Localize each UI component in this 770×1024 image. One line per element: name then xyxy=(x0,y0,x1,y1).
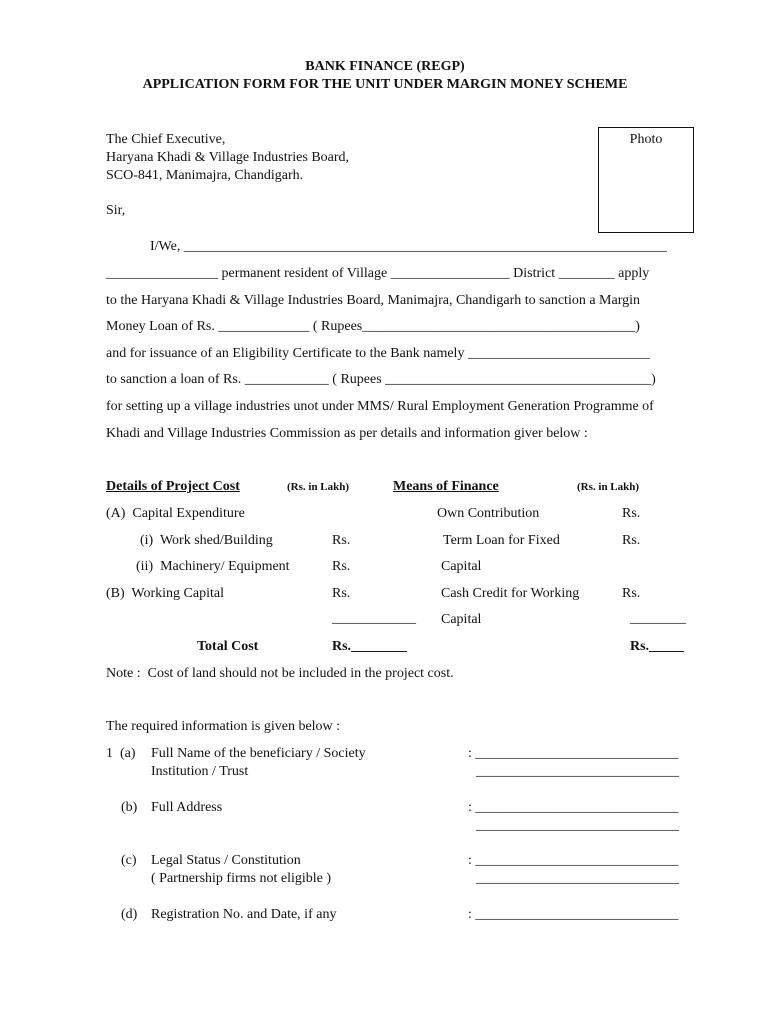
machinery-rs: Rs. xyxy=(332,559,351,574)
item-c-field-2[interactable]: _____________________________ xyxy=(476,871,679,886)
item-b-field-2[interactable]: _____________________________ xyxy=(476,818,679,833)
form-title: BANK FINANCE (REGP) xyxy=(305,59,465,74)
term-loan-label: Term Loan for Fixed xyxy=(443,533,560,548)
address-line-3: SCO-841, Manimajra, Chandigarh. xyxy=(106,168,304,183)
item-a-field-2[interactable]: _____________________________ xyxy=(476,764,679,779)
body-line-1: I/We, _____________________________________________________________________ xyxy=(150,239,667,254)
project-cost-header: Details of Project Cost xyxy=(106,479,240,494)
own-contribution-rs: Rs. xyxy=(622,506,641,521)
right-total-rs: Rs._____ xyxy=(630,639,685,654)
term-loan-rs: Rs. xyxy=(622,533,641,548)
address-line-2: Haryana Khadi & Village Industries Board, xyxy=(106,150,350,165)
item-b-number: (b) xyxy=(121,800,138,815)
cash-credit-rs: Rs. xyxy=(622,586,641,601)
item-a-field-1[interactable]: : _____________________________ xyxy=(468,746,679,761)
photo-box[interactable] xyxy=(598,127,694,233)
own-contribution-label: Own Contribution xyxy=(437,506,540,521)
body-line-5: and for issuance of an Eligibility Certificate to the Bank namely __________________________ xyxy=(106,346,650,361)
total-cost-rs: Rs.________ xyxy=(332,639,408,654)
item-c-label-1: Legal Status / Constitution xyxy=(151,853,301,868)
body-line-2: ________________ permanent resident of Village _________________ District ________ apply xyxy=(106,266,650,281)
item-d-label: Registration No. and Date, if any xyxy=(151,907,337,922)
means-finance-unit: (Rs. in Lakh) xyxy=(577,481,640,493)
work-shed-rs: Rs. xyxy=(332,533,351,548)
capital-expenditure-label: (A) Capital Expenditure xyxy=(106,506,245,521)
cash-credit-label-cont: Capital xyxy=(441,612,482,627)
working-capital-rs: Rs. xyxy=(332,586,351,601)
item-a-label-2: Institution / Trust xyxy=(151,764,249,779)
right-subtotal-line: ________ xyxy=(630,611,686,626)
item-d-field[interactable]: : _____________________________ xyxy=(468,907,679,922)
item-b-field-1[interactable]: : _____________________________ xyxy=(468,800,679,815)
body-line-3: to the Haryana Khadi & Village Industries Board, Manimajra, Chandigarh to sanction a Margin xyxy=(106,293,641,308)
means-finance-header: Means of Finance xyxy=(393,479,499,494)
form-subtitle: APPLICATION FORM FOR THE UNIT UNDER MARGIN MONEY SCHEME xyxy=(142,77,628,92)
item-d-number: (d) xyxy=(121,907,138,922)
work-shed-label: (i) Work shed/Building xyxy=(140,533,273,548)
item-c-number: (c) xyxy=(121,853,137,868)
cash-credit-label: Cash Credit for Working xyxy=(441,586,580,601)
project-cost-unit: (Rs. in Lakh) xyxy=(287,481,350,493)
body-line-4: Money Loan of Rs. _____________ ( Rupees_______________________________________) xyxy=(106,319,640,334)
body-line-7: for setting up a village industries unot under MMS/ Rural Employment Generation Programme of xyxy=(106,399,654,414)
body-line-6: to sanction a loan of Rs. ____________ ( Rupees ______________________________________) xyxy=(106,372,656,387)
cost-note: Note : Cost of land should not be included in the project cost. xyxy=(106,666,454,681)
item-a-number: 1 (a) xyxy=(106,746,136,761)
term-loan-label-cont: Capital xyxy=(441,559,482,574)
required-info-intro: The required information is given below : xyxy=(106,719,341,734)
item-c-field-1[interactable]: : _____________________________ xyxy=(468,853,679,868)
address-line-1: The Chief Executive, xyxy=(106,132,226,147)
item-b-label: Full Address xyxy=(151,800,223,815)
machinery-label: (ii) Machinery/ Equipment xyxy=(136,559,290,574)
total-cost-label: Total Cost xyxy=(197,639,259,654)
item-c-label-2: ( Partnership firms not eligible ) xyxy=(151,871,332,886)
photo-label: Photo xyxy=(629,132,663,147)
salutation: Sir, xyxy=(106,203,126,218)
body-line-8: Khadi and Village Industries Commission as per details and information giver below : xyxy=(106,426,588,441)
item-a-label-1: Full Name of the beneficiary / Society xyxy=(151,746,366,761)
working-capital-label: (B) Working Capital xyxy=(106,586,224,601)
left-subtotal-line: ____________ xyxy=(332,611,416,626)
